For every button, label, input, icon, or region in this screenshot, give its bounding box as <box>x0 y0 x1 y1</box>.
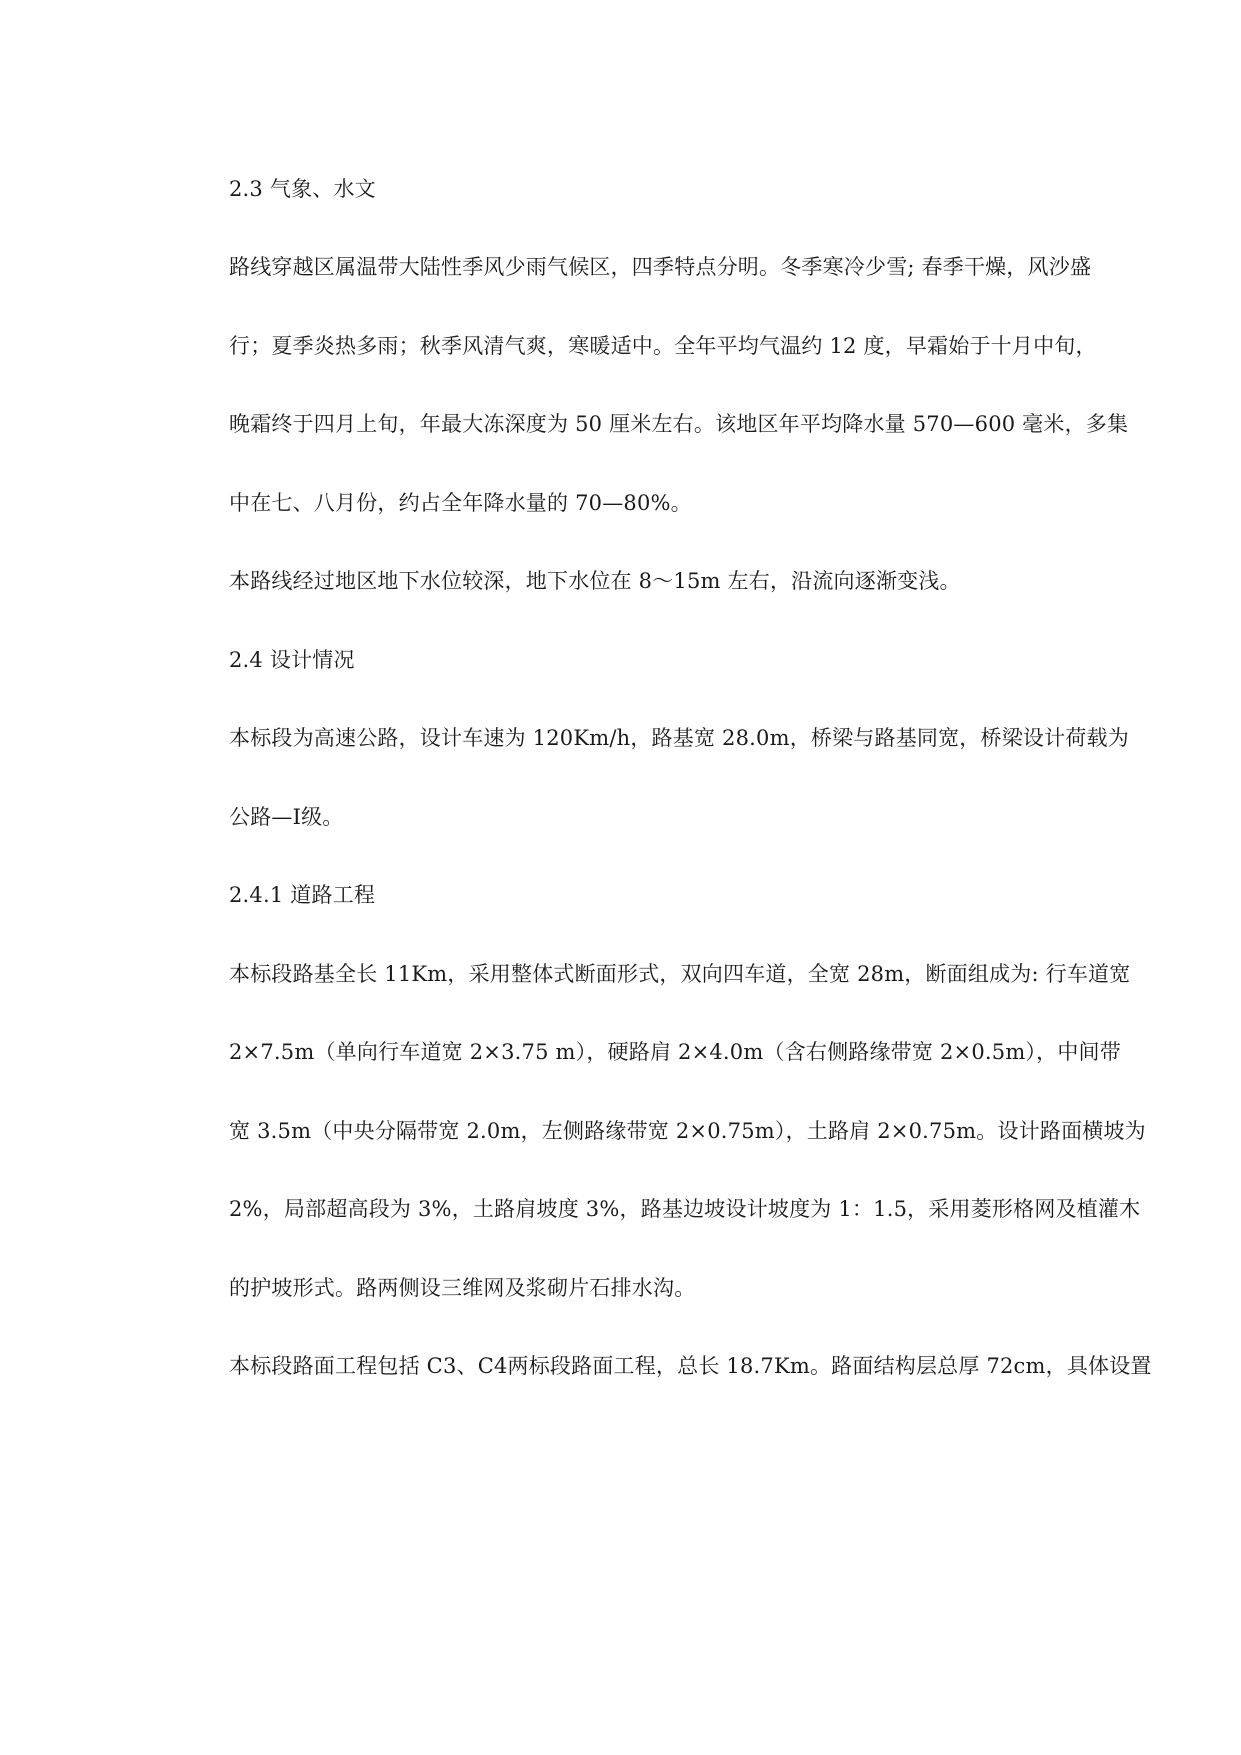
paragraph-line: 的护坡形式。路两侧设三维网及浆砌片石排水沟。 <box>229 1276 696 1300</box>
paragraph-line: 2%，局部超高段为 3%，土路肩坡度 3%，路基边坡设计坡度为 1：1.5，采用菱形格网及植灌木 <box>229 1197 1141 1221</box>
section-heading-2-4-1: 2.4.1 道路工程 <box>229 883 376 907</box>
paragraph-line: 晚霜终于四月上旬，年最大冻深度为 50 厘米左右。该地区年平均降水量 570—600 毫米，多集 <box>229 412 1129 436</box>
section-heading-2-3: 2.3 气象、水文 <box>229 177 376 201</box>
paragraph-line: 公路—Ⅰ级。 <box>229 805 344 829</box>
paragraph-line: 本标段为高速公路，设计车速为 120Km/h，路基宽 28.0m，桥梁与路基同宽，桥梁设计荷载为 <box>229 726 1129 750</box>
paragraph-line: 2×7.5m（单向行车道宽 2×3.75 m），硬路肩 2×4.0m（含右侧路缘带宽 2×0.5m），中间带 <box>229 1040 1121 1064</box>
paragraph-line: 行；夏季炎热多雨；秋季风清气爽，寒暖适中。全年平均气温约 12 度，早霜始于十月中旬， <box>229 334 1097 358</box>
paragraph-line: 宽 3.5m（中央分隔带宽 2.0m，左侧路缘带宽 2×0.75m），土路肩 2×0.75m。设计路面横坡为 <box>229 1119 1146 1143</box>
section-heading-2-4: 2.4 设计情况 <box>229 648 355 672</box>
paragraph-line: 本路线经过地区地下水位较深，地下水位在 8～15m 左右，沿流向逐渐变浅。 <box>229 569 961 593</box>
paragraph-line: 本标段路面工程包括 C3、C4两标段路面工程，总长 18.7Km。路面结构层总厚 72cm，具体设置 <box>229 1354 1152 1378</box>
paragraph-line: 本标段路基全长 11Km，采用整体式断面形式，双向四车道，全宽 28m，断面组成为: 行车道宽 <box>229 962 1131 986</box>
paragraph-line: 中在七、八月份，约占全年降水量的 70—80%。 <box>229 491 692 515</box>
paragraph-line: 路线穿越区属温带大陆性季风少雨气候区，四季特点分明。冬季寒冷少雪; 春季干燥，风沙盛 <box>229 255 1092 279</box>
